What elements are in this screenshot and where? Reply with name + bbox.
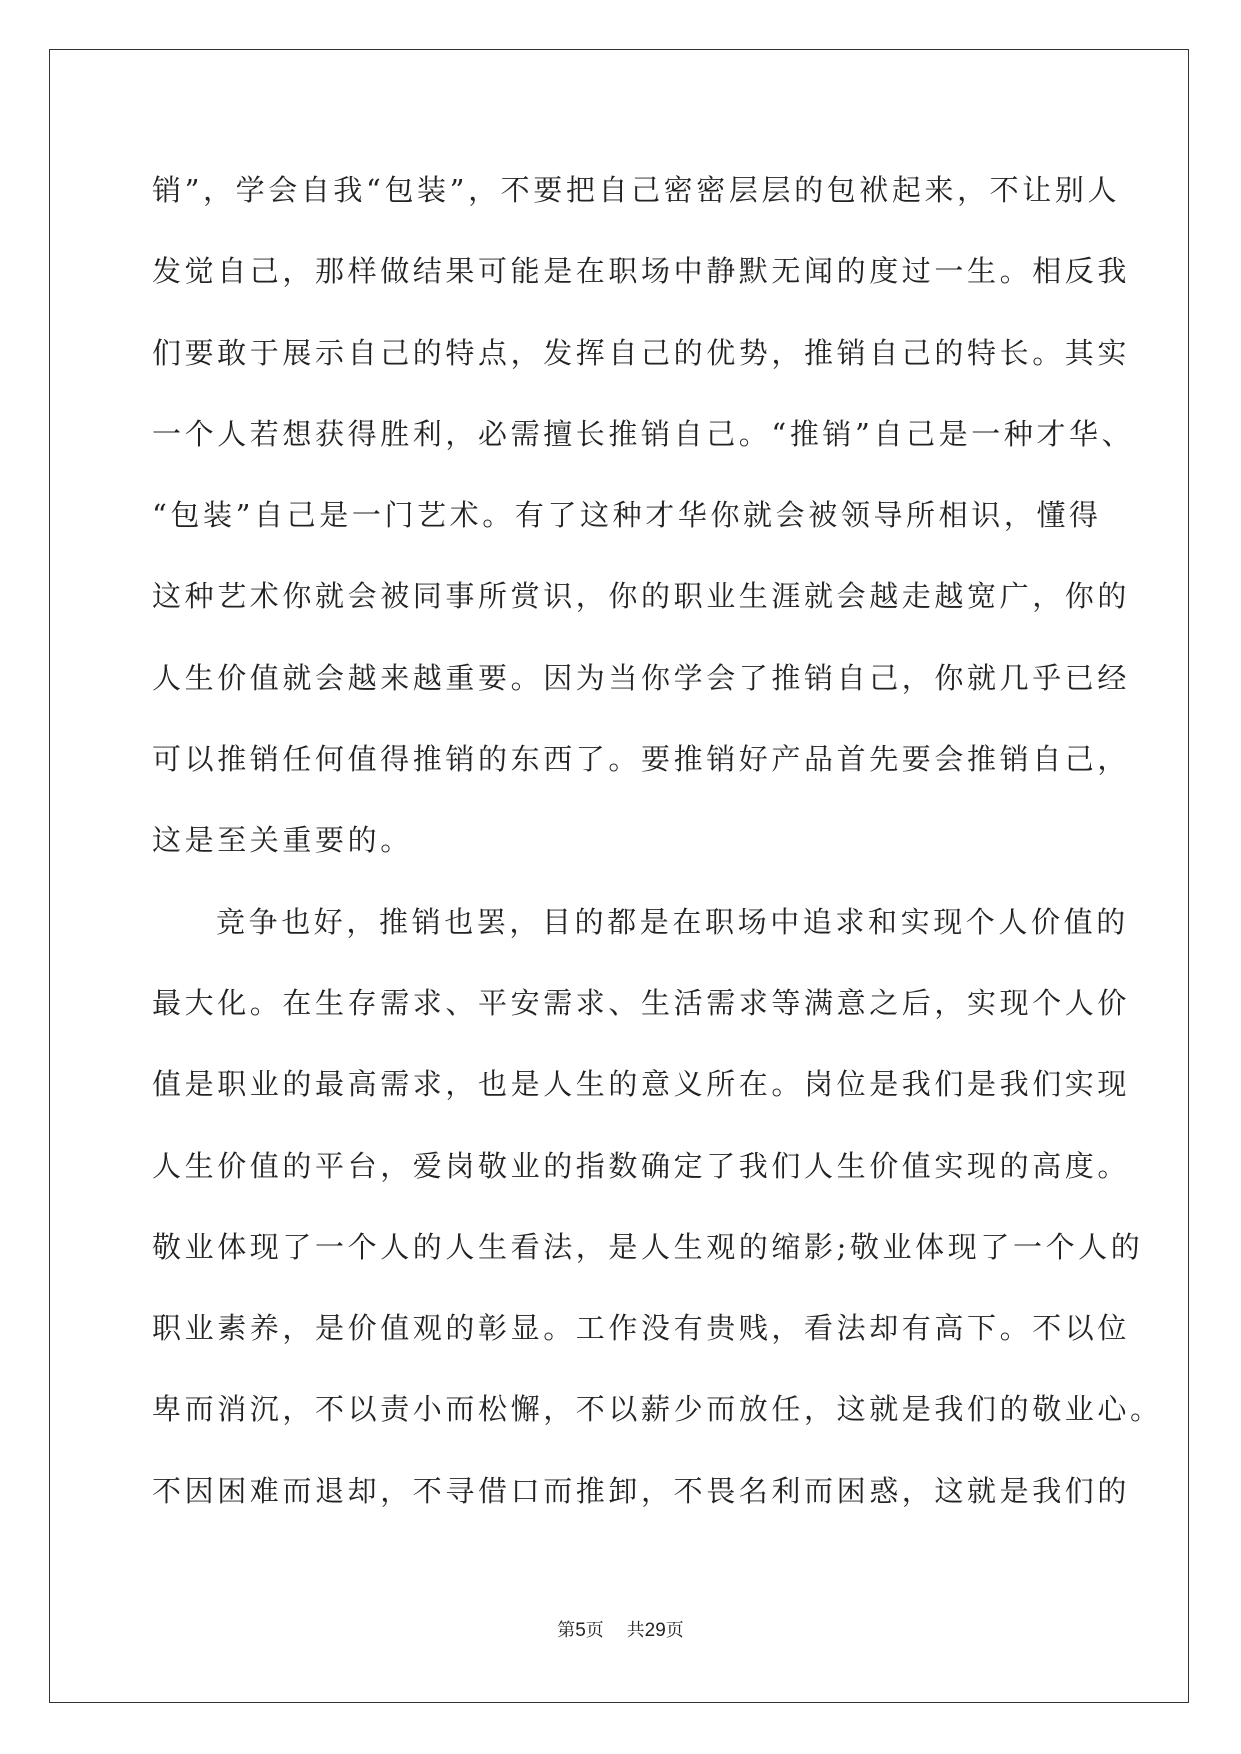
text-line: 敬业体现了一个人的人生看法，是人生观的缩影;敬业体现了一个人的 — [152, 1229, 1144, 1264]
text-line: 这是至关重要的。 — [152, 823, 413, 858]
text-line: 这种艺术你就会被同事所赏识，你的职业生涯就会越走越宽广，你的 — [152, 579, 1131, 614]
text-line: 竞争也好，推销也罢，目的都是在职场中追求和实现个人价值的 — [216, 904, 1129, 939]
footer-page-prefix: 第 — [557, 1620, 576, 1641]
text-line: “包装”自己是一门艺术。有了这种才华你就会被领导所相识，懂得 — [152, 498, 1102, 533]
text-line: 职业素养，是价值观的彰显。工作没有贵贱，看法却有高下。不以位 — [152, 1311, 1131, 1346]
text-line: 可以推销任何值得推销的东西了。要推销好产品首先要会推销自己， — [152, 742, 1131, 777]
text-line: 最大化。在生存需求、平安需求、生活需求等满意之后，实现个人价 — [152, 985, 1131, 1020]
text-line: 值是职业的最高需求，也是人生的意义所在。岗位是我们是我们实现 — [152, 1067, 1131, 1102]
footer-total-prefix: 共 — [626, 1620, 645, 1641]
text-line: 人生价值的平台，爱岗敬业的指数确定了我们人生价值实现的高度。 — [152, 1148, 1131, 1183]
footer-page-suffix: 页 — [585, 1620, 604, 1641]
footer-page-number: 5 — [575, 1620, 586, 1641]
text-line: 卑而消沉，不以责小而松懈，不以薪少而放任，这就是我们的敬业心。 — [152, 1392, 1163, 1427]
text-line: 人生价值就会越来越重要。因为当你学会了推销自己，你就几乎已经 — [152, 660, 1131, 695]
text-line: 一个人若想获得胜利，必需擅长推销自己。“推销”自己是一种才华、 — [152, 416, 1135, 451]
page-footer — [0, 1616, 1241, 1642]
text-line: 发觉自己，那样做结果可能是在职场中静默无闻的度过一生。相反我 — [152, 254, 1131, 289]
document-body — [152, 150, 1163, 1532]
footer-total-pages: 29 — [644, 1620, 666, 1641]
footer-total-suffix: 页 — [665, 1620, 684, 1641]
text-line: 们要敢于展示自己的特点，发挥自己的优势，推销自己的特长。其实 — [152, 335, 1131, 370]
text-line: 不因困难而退却，不寻借口而推卸，不畏名利而困惑，这就是我们的 — [152, 1473, 1131, 1508]
text-line: 销”，学会自我“包装”，不要把自己密密层层的包袱起来，不让别人 — [152, 173, 1121, 207]
